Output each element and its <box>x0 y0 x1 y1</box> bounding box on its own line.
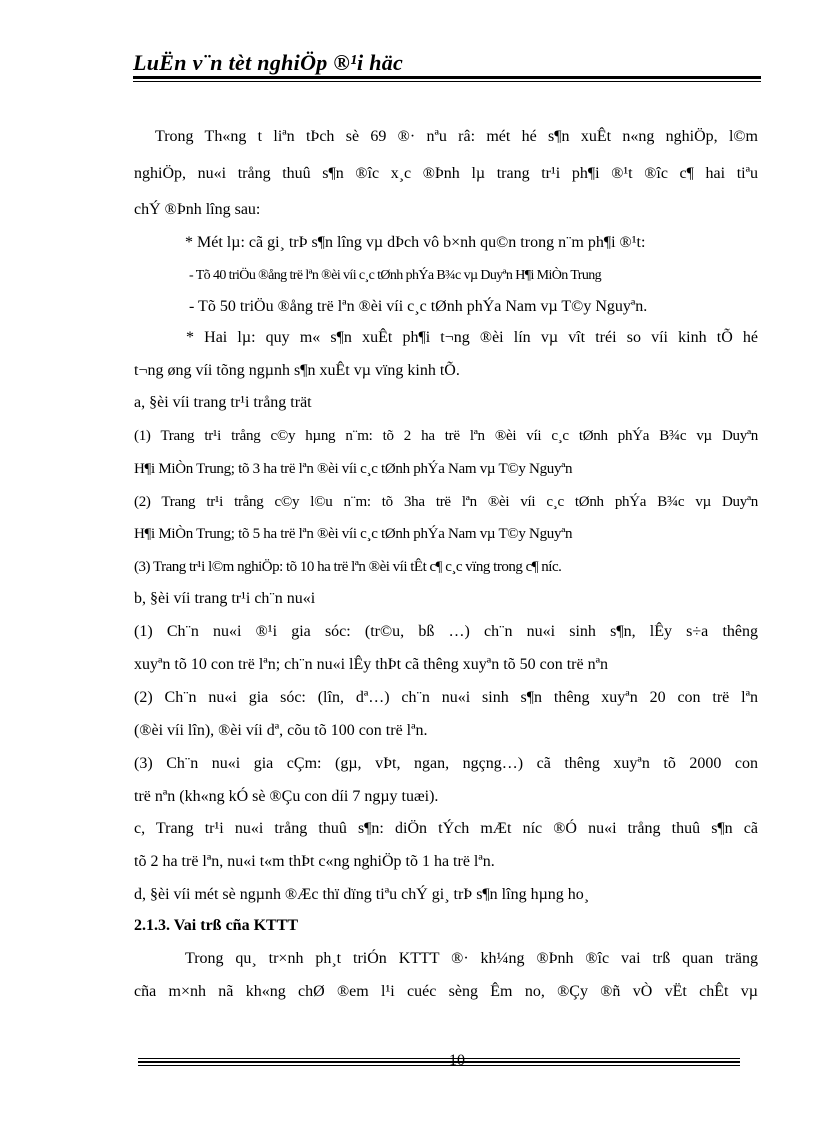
list-line: H¶i MiÒn Trung; tõ 3 ha trë lªn ®èi víi c¸c tØnh phÝa Nam vµ T©y Nguyªn <box>134 461 573 477</box>
subheading-line: a, §èi víi trang tr¹i trång trät <box>134 394 312 411</box>
list-line: (®èi víi lîn), ®èi víi dª, cõu tõ 100 con trë lªn. <box>134 722 428 739</box>
page-number: 10 <box>449 1052 465 1069</box>
footer-rule <box>138 1061 740 1063</box>
list-line: (2) Ch¨n nu«i gia sóc: (lîn, dª…) ch¨n nu«i sinh s¶n thêng xuyªn 20 con trë lªn <box>134 689 758 706</box>
list-line: xuyªn tõ 10 con trë lªn; ch¨n nu«i lÊy thÞt cã thêng xuyªn tõ 50 con trë nªn <box>134 656 609 673</box>
list-line: (1) Trang tr¹i trång c©y hµng n¨m: tõ 2 ha trë lªn ®èi víi c¸c tØnh phÝa B¾c vµ Duyªn <box>134 428 758 444</box>
paragraph-line: nghiÖp, nu«i trång thuû s¶n ®îc x¸c ®Þnh lµ trang tr¹i ph¶i ®¹t ®îc c¶ hai tiªu <box>134 165 758 182</box>
paragraph-line: cña m×nh nã kh«ng chØ ®em l¹i cuéc sèng Êm no, ®Çy ®ñ vÒ vËt chÊt vµ <box>134 983 758 1000</box>
header-rule <box>133 76 761 79</box>
criteria-line: - Tõ 40 triÖu ®ång trë lªn ®èi víi c¸c tØnh phÝa B¾c vµ Duyªn H¶i MiÒn Trung <box>189 268 602 283</box>
list-line: (3) Ch¨n nu«i gia cÇm: (gµ, vÞt, ngan, ngçng…) cã thêng xuyªn tõ 2000 con <box>134 755 758 772</box>
criteria-line: - Tõ 50 triÖu ®ång trë lªn ®èi víi c¸c tØnh phÝa Nam vµ T©y Nguyªn. <box>189 298 648 315</box>
criteria-line: * Hai lµ: quy m« s¶n xuÊt ph¶i t¬ng ®èi lín vµ vît tréi so víi kinh tÕ hé <box>186 329 758 346</box>
footer-rule <box>138 1065 740 1066</box>
subheading-line: b, §èi víi trang tr¹i ch¨n nu«i <box>134 590 316 607</box>
list-line: H¶i MiÒn Trung; tõ 5 ha trë lªn ®èi víi c¸c tØnh phÝa Nam vµ T©y Nguyªn <box>134 526 573 542</box>
paragraph-line: t¬ng øng víi tõng ngµnh s¶n xuÊt vµ vïng kinh tÕ. <box>134 362 460 379</box>
list-line: (2) Trang tr¹i trång c©y l©u n¨m: tõ 3ha trë lªn ®èi víi c¸c tØnh phÝa B¾c vµ Duyªn <box>134 494 758 510</box>
header-rule-thin <box>133 81 761 82</box>
paragraph-line: d, §èi víi mét sè ngµnh ®Æc thï dïng tiªu chÝ gi¸ trÞ s¶n lîng hµng ho¸ <box>134 886 590 903</box>
footer-rule <box>138 1058 740 1059</box>
criteria-line: * Mét lµ: cã gi¸ trÞ s¶n lîng vµ dÞch vô b×nh qu©n trong n¨m ph¶i ®¹t: <box>185 234 646 251</box>
paragraph-line: Trong Th«ng t liªn tÞch sè 69 ®· nªu râ: mét hé s¶n xuÊt n«ng nghiÖp, l©m <box>155 128 758 145</box>
paragraph-line: c, Trang tr¹i nu«i trång thuû s¶n: diÖn tÝch mÆt níc ®Ó nu«i trång thuû s¶n cã <box>134 820 758 837</box>
paragraph-line: chÝ ®Þnh lîng sau: <box>134 201 261 218</box>
list-line: (1) Ch¨n nu«i ®¹i gia sóc: (tr©u, bß …) ch¨n nu«i sinh s¶n, lÊy s÷a thêng <box>134 623 758 640</box>
page-header-title: LuËn v¨n tèt nghiÖp ®¹i häc <box>133 50 404 75</box>
list-line: trë nªn (kh«ng kÓ sè ®Çu con díi 7 ngµy tuæi). <box>134 788 439 805</box>
paragraph-line: Trong qu¸ tr×nh ph¸t triÓn KTTT ®· kh¼ng ®Þnh ®îc vai trß quan träng <box>185 950 758 967</box>
list-line: (3) Trang tr¹i l©m nghiÖp: tõ 10 ha trë lªn ®èi víi tÊt c¶ c¸c vïng trong c¶ níc. <box>134 559 562 575</box>
paragraph-line: tõ 2 ha trë lªn, nu«i t«m thÞt c«ng nghiÖp tõ 1 ha trë lªn. <box>134 853 495 870</box>
section-heading: 2.1.3. Vai trß cña KTTT <box>134 917 299 934</box>
